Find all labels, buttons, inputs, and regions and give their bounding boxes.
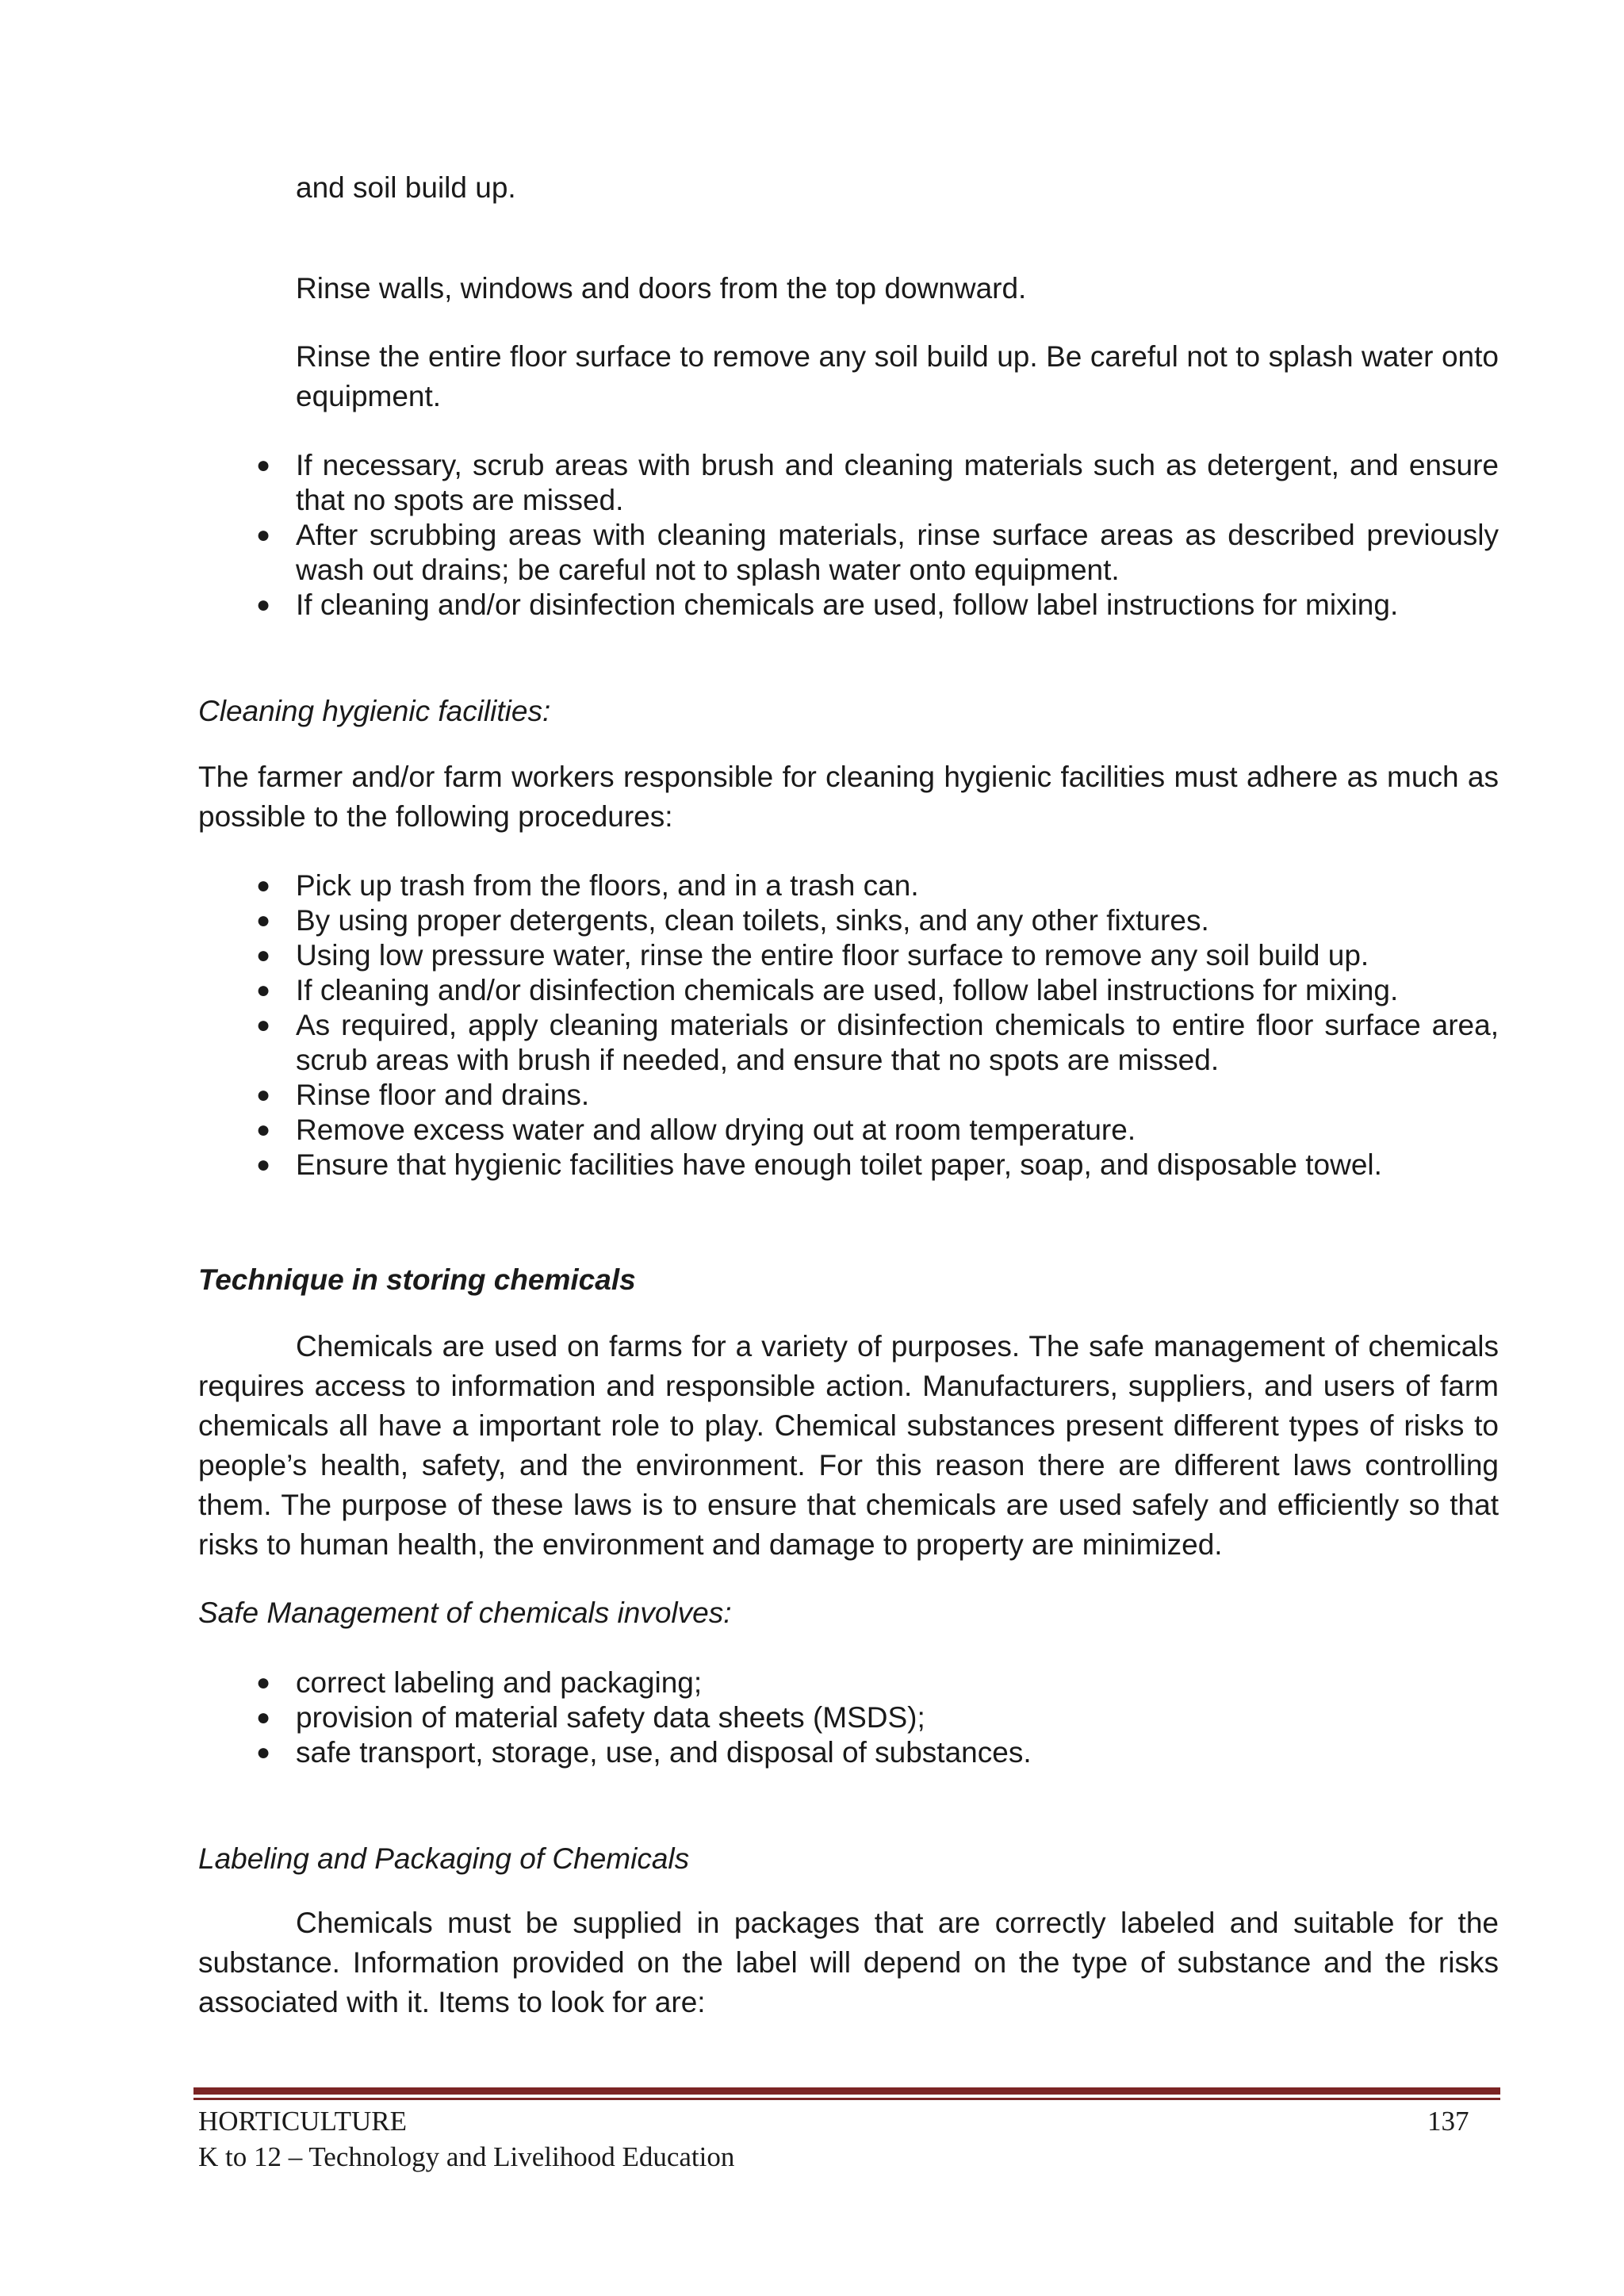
list-item-text: If cleaning and/or disinfection chemicals are used, follow label instructions for mixing. <box>296 588 1399 621</box>
footer-course: K to 12 – Technology and Livelihood Education <box>198 2141 735 2172</box>
list-item <box>256 868 1499 903</box>
bullet-icon: ● <box>256 1739 271 1765</box>
bullet-icon: ● <box>256 907 271 933</box>
list-item <box>256 973 1499 1008</box>
list-item-text: Using low pressure water, rinse the entire floor surface to remove any soil build up. <box>296 939 1369 972</box>
list-item-text: Ensure that hygienic facilities have enough toilet paper, soap, and disposable towel. <box>296 1148 1382 1181</box>
list-item-text: correct labeling and packaging; <box>296 1666 703 1699</box>
bullet-icon: ● <box>256 452 271 478</box>
list-item <box>256 1113 1499 1148</box>
paragraph: The farmer and/or farm workers responsible for cleaning hygienic facilities must adhere as much as possible to the following procedures: <box>198 761 1499 833</box>
list-item <box>256 1148 1499 1182</box>
list-item <box>256 903 1499 938</box>
text-line: Rinse walls, windows and doors from the top downward. <box>296 272 1027 305</box>
bullet-icon: ● <box>256 1669 271 1696</box>
text-line: and soil build up. <box>296 171 516 204</box>
bullet-list <box>256 868 1499 1182</box>
list-item <box>256 1078 1499 1113</box>
section-heading: Technique in storing chemicals <box>198 1263 636 1296</box>
footer-subject: HORTICULTURE <box>198 2106 407 2137</box>
bullet-icon: ● <box>256 1117 271 1143</box>
bullet-icon: ● <box>256 977 271 1003</box>
list-item-text: If necessary, scrub areas with brush and cleaning materials such as detergent, and ensure that no spots are missed. <box>296 449 1499 516</box>
bullet-icon: ● <box>256 1082 271 1108</box>
list-item-text: As required, apply cleaning materials or disinfection chemicals to entire floor surface area, scrub areas with brush if needed, and ensure that no spots are missed. <box>296 1009 1499 1076</box>
list-item-text: By using proper detergents, clean toilets, sinks, and any other fixtures. <box>296 904 1209 937</box>
list-item <box>256 588 1499 623</box>
footer-rule <box>193 2098 1500 2100</box>
page-number: 137 <box>1427 2106 1469 2137</box>
sub-heading: Safe Management of chemicals involves: <box>198 1596 732 1629</box>
bullet-icon: ● <box>256 1012 271 1038</box>
list-item-text: Rinse floor and drains. <box>296 1079 590 1111</box>
bullet-icon: ● <box>256 1152 271 1178</box>
bullet-icon: ● <box>256 942 271 968</box>
paragraph: Chemicals are used on farms for a variety of purposes. The safe management of chemicals requires access to information and responsible action. Manufacturers, suppliers, and users of farm chemicals all have a important role to play. Chemical substances present different types of risks to people’s health, safety, and the environment. For this reason there are different laws controlling them. The purpose of these laws is to ensure that chemicals are used safely and efficiently so that risks to human health, the environment and damage to property are minimized. <box>198 1330 1499 1561</box>
bullet-icon: ● <box>256 522 271 548</box>
list-item <box>256 938 1499 973</box>
list-item <box>256 1665 1499 1700</box>
bullet-icon: ● <box>256 592 271 618</box>
list-item <box>256 1008 1499 1078</box>
list-item-text: After scrubbing areas with cleaning materials, rinse surface areas as described previously wash out drains; be careful not to splash water onto equipment. <box>296 519 1499 586</box>
list-item-text: provision of material safety data sheets (MSDS); <box>296 1701 925 1734</box>
list-item <box>256 518 1499 588</box>
paragraph: Rinse the entire floor surface to remove any soil build up. Be careful not to splash water onto equipment. <box>296 340 1499 412</box>
bullet-list <box>256 1665 1499 1770</box>
section-heading: Labeling and Packaging of Chemicals <box>198 1842 690 1875</box>
list-item-text: Pick up trash from the floors, and in a trash can. <box>296 869 919 902</box>
paragraph: Chemicals must be supplied in packages that are correctly labeled and suitable for the substance. Information provided on the label will depend on the type of substance and the risks associated with it. Items to look for are: <box>198 1907 1499 2018</box>
list-item-text: Remove excess water and allow drying out at room temperature. <box>296 1114 1136 1146</box>
list-item <box>256 1700 1499 1735</box>
list-item-text: safe transport, storage, use, and disposal of substances. <box>296 1736 1032 1769</box>
section-heading: Cleaning hygienic facilities: <box>198 695 551 727</box>
footer-rule <box>193 2087 1500 2095</box>
bullet-icon: ● <box>256 872 271 899</box>
list-item <box>256 448 1499 518</box>
list-item <box>256 1735 1499 1770</box>
bullet-icon: ● <box>256 1704 271 1731</box>
list-item-text: If cleaning and/or disinfection chemicals are used, follow label instructions for mixing. <box>296 974 1399 1006</box>
bullet-list <box>256 448 1499 623</box>
